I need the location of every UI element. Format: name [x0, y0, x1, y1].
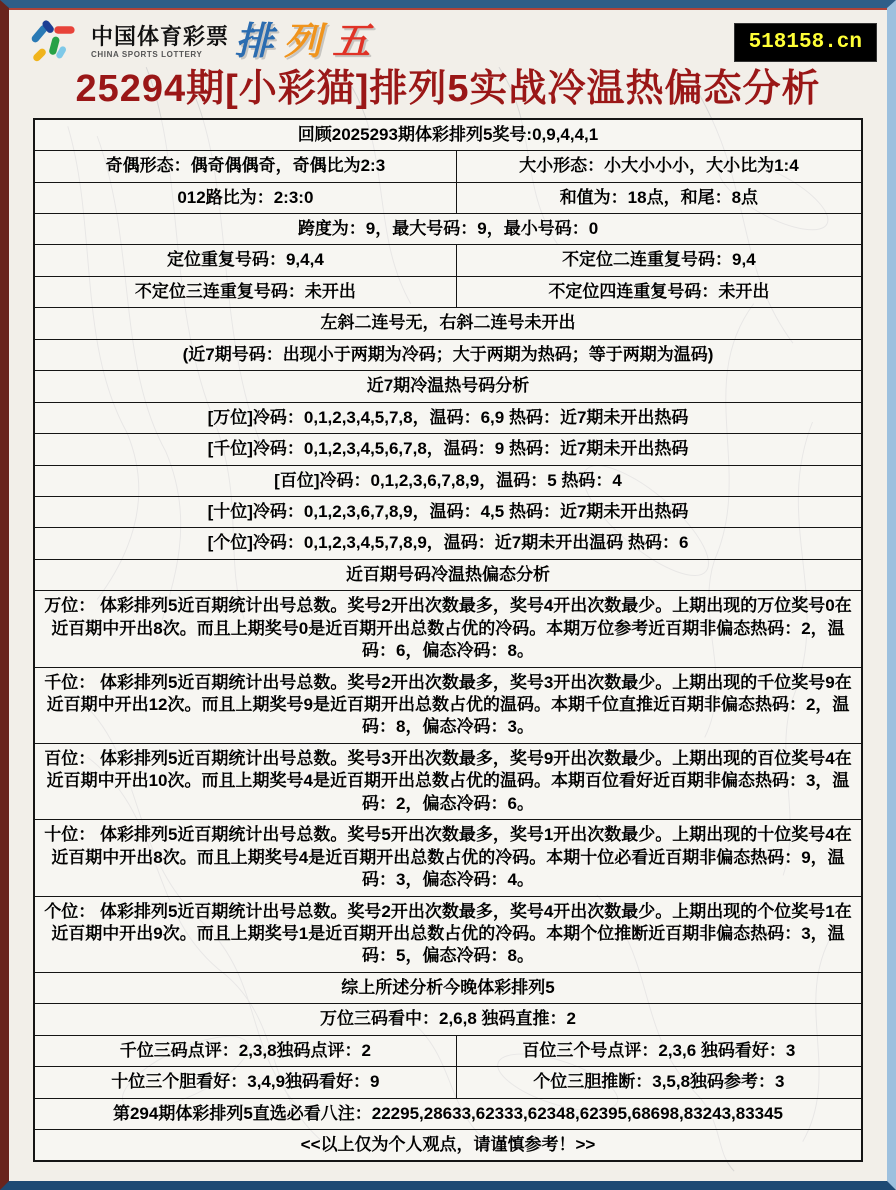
- table-row: [34, 559, 862, 590]
- cell-eight-direct-picks: 第294期体彩排列5直选必看八注：22295,28633,62333,62348,62395,68698,83243,83345: [34, 1098, 862, 1129]
- paragraph-qianwei-analysis: 千位： 体彩排列5近百期统计出号总数。奖号2开出次数最多，奖号3开出次数最少。上期出现的千位奖号9在近百期中开出12次。而且上期奖号9是近百期开出总数占优的温码。本期千位直推近百期非偏态热码：2，温码：8，偏态冷码：3。: [34, 667, 862, 743]
- table-row: [34, 591, 862, 667]
- cell-three-consecutive-repeat: 不定位三连重复号码：未开出: [34, 276, 456, 307]
- cell-cold-warm-hot-note: (近7期号码：出现小于两期为冷码；大于两期为热码；等于两期为温码): [34, 339, 862, 370]
- section-header-conclusion: 综上所述分析今晚体彩排列5: [34, 972, 862, 1003]
- cell-gewei-picks: 个位三胆推断：3,5,8独码参考：3: [456, 1067, 862, 1098]
- cell-wanwei-picks: 万位三码看中：2,6,8 独码直推：2: [34, 1004, 862, 1035]
- cell-qianwei-picks: 千位三码点评：2,3,8独码点评：2: [34, 1035, 456, 1066]
- header: [9, 10, 887, 66]
- paragraph-wanwei-analysis: 万位： 体彩排列5近百期统计出号总数。奖号2开出次数最多，奖号4开出次数最少。上期出现的万位奖号0在近百期中开出8次。而且上期奖号0是近百期开出总数占优的冷码。本期万位参考近百期非偏态热码：2，温码：6，偏态冷码：8。: [34, 591, 862, 667]
- cell-recent7-shiwei: [十位]冷码：0,1,2,3,6,7,8,9，温码：4,5 热码：近7期未开出热码: [34, 496, 862, 527]
- cell-recent7-gewei: [个位]冷码：0,1,2,3,4,5,7,8,9，温码：近7期未开出温码 热码：6: [34, 528, 862, 559]
- table-row: [34, 743, 862, 819]
- cell-span-maxmin: 跨度为：9，最大号码：9，最小号码：0: [34, 214, 862, 245]
- cell-baiwei-picks: 百位三个号点评：2,3,6 独码看好：3: [456, 1035, 862, 1066]
- page-title: 25294期[小彩猫]排列5实战冷温热偏态分析: [75, 68, 821, 110]
- paragraph-gewei-analysis: 个位： 体彩排列5近百期统计出号总数。奖号2开出次数最多，奖号4开出次数最少。上期出现的个位奖号1在近百期中开出9次。而且上期奖号1是近百期开出总数占优的冷码。本期个位推断近百期非偏态热码：3，温码：5，偏态冷码：8。: [34, 896, 862, 972]
- table-row: [34, 339, 862, 370]
- cell-012-ratio: 012路比为：2:3:0: [34, 182, 456, 213]
- cell-shiwei-picks: 十位三个胆看好：3,4,9独码看好：9: [34, 1067, 456, 1098]
- cell-sum-value: 和值为：18点，和尾：8点: [456, 182, 862, 213]
- table-row: [34, 1004, 862, 1035]
- cell-two-consecutive-repeat: 不定位二连重复号码：9,4: [456, 245, 862, 276]
- china-sports-lottery-logo: [29, 18, 370, 66]
- table-row: [34, 434, 862, 465]
- lottery-logo-icon: [29, 18, 87, 66]
- table-row: [34, 1130, 862, 1162]
- table-row: [34, 119, 862, 151]
- cell-recent7-qianwei: [千位]冷码：0,1,2,3,4,5,6,7,8，温码：9 热码：近7期未开出热码: [34, 434, 862, 465]
- section-header-recent7: 近7期冷温热号码分析: [34, 371, 862, 402]
- table-row: [34, 972, 862, 1003]
- table-row: [34, 1067, 862, 1098]
- section-header-recent100: 近百期号码冷温热偏态分析: [34, 559, 862, 590]
- cell-review-last-draw: 回顾2025293期体彩排列5奖号:0,9,4,4,1: [34, 119, 862, 151]
- cell-diagonal-numbers: 左斜二连号无，右斜二连号未开出: [34, 308, 862, 339]
- table-row: [34, 465, 862, 496]
- cell-recent7-wanwei: [万位]冷码：0,1,2,3,4,5,7,8，温码：6,9 热码：近7期未开出热码: [34, 402, 862, 433]
- table-row: [34, 820, 862, 896]
- table-row: [34, 1098, 862, 1129]
- paragraph-baiwei-analysis: 百位： 体彩排列5近百期统计出号总数。奖号3开出次数最多，奖号9开出次数最少。上期出现的百位奖号4在近百期中开出10次。而且上期奖号4是近百期开出总数占优的温码。本期百位看好近百期非偏态热码：3，温码：2，偏态冷码：6。: [34, 743, 862, 819]
- table-row: [34, 151, 862, 182]
- table-row: [34, 667, 862, 743]
- cell-disclaimer: <<以上仅为个人观点，请谨慎参考！>>: [34, 1130, 862, 1162]
- analysis-table: [33, 118, 863, 1163]
- brand-text: [91, 23, 230, 59]
- table-row: [34, 896, 862, 972]
- table-row: [34, 276, 862, 307]
- cell-four-consecutive-repeat: 不定位四连重复号码：未开出: [456, 276, 862, 307]
- cell-recent7-baiwei: [百位]冷码：0,1,2,3,6,7,8,9，温码：5 热码：4: [34, 465, 862, 496]
- site-url-badge[interactable]: 518158.cn: [734, 23, 877, 62]
- table-row: [34, 308, 862, 339]
- product-char-3: 五: [332, 21, 371, 63]
- table-row: [34, 496, 862, 527]
- paragraph-shiwei-analysis: 十位： 体彩排列5近百期统计出号总数。奖号5开出次数最多，奖号1开出次数最少。上期出现的十位奖号4在近百期中开出8次。而且上期奖号4是近百期开出总数占优的冷码。本期十位必看近百期非偏态热码：9，温码：3，偏态冷码：4。: [34, 820, 862, 896]
- brand-name-en: CHINA SPORTS LOTTERY: [91, 49, 203, 59]
- table-row: [34, 214, 862, 245]
- product-char-2: 列: [283, 21, 322, 63]
- cell-odd-even-pattern: 奇偶形态：偶奇偶偶奇，奇偶比为2:3: [34, 151, 456, 182]
- product-char-1: 排: [235, 21, 274, 63]
- table-row: [34, 402, 862, 433]
- table-row: [34, 528, 862, 559]
- table-row: [34, 1035, 862, 1066]
- table-row: [34, 371, 862, 402]
- brand-name-cn: 中国体育彩票: [91, 23, 230, 49]
- table-row: [34, 245, 862, 276]
- cell-positional-repeat: 定位重复号码：9,4,4: [34, 245, 456, 276]
- table-row: [34, 182, 862, 213]
- cell-big-small-pattern: 大小形态：小大小小小，大小比为1:4: [456, 151, 862, 182]
- product-name-pailiewu: [235, 23, 370, 61]
